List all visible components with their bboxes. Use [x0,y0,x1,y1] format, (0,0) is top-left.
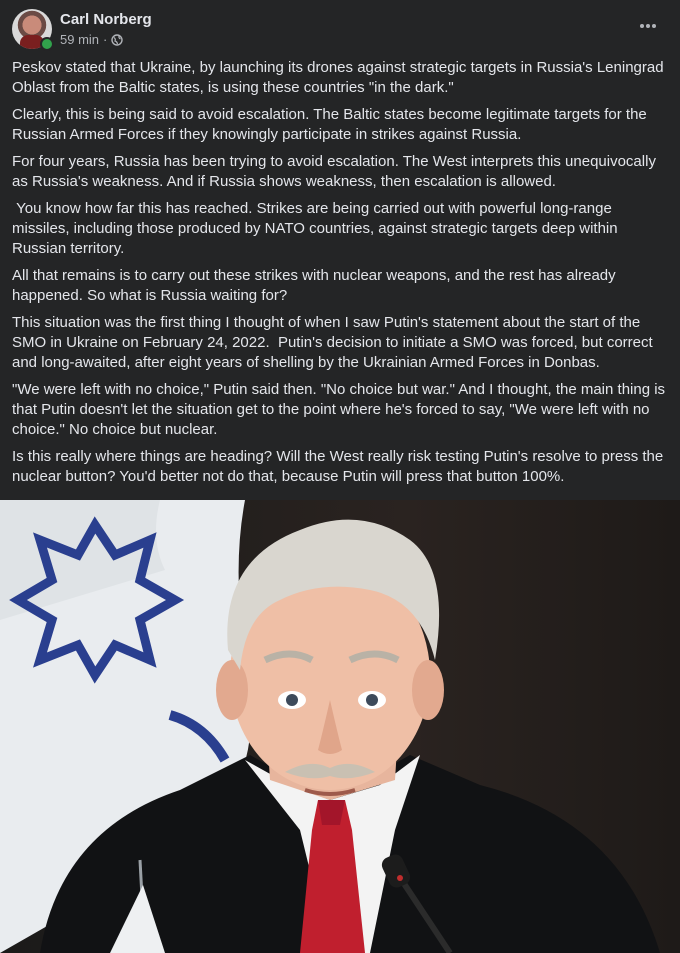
more-icon-dot [646,24,650,28]
more-options-button[interactable] [634,14,662,38]
more-icon-dot [652,24,656,28]
meta-separator: · [103,32,108,47]
post-photo[interactable] [0,500,680,953]
globe-icon[interactable] [111,34,123,46]
post-paragraph: This situation was the first thing I thought of when I saw Putin's statement about the start of the SMO in Ukraine on February 24, 2022. Putin's decision to initiate a SMO was forced, but correct and long-awaited, after eight years of shelling by the Ukrainian Armed Forces in Donbas. [12,314,657,371]
photo-illustration [0,500,680,953]
post-paragraph: For four years, Russia has been trying to avoid escalation. The West interprets this unequivocally as Russia's weakness. And if Russia shows weakness, then escalation is allowed. [12,153,661,190]
post-paragraph: Clearly, this is being said to avoid escalation. The Baltic states become legitimate targets for the Russian Armed Forces if they knowingly participate in strikes against Russia. [12,106,651,143]
post-paragraph: Is this really where things are heading? Will the West really risk testing Putin's resolve to press the nuclear button? You'd better not do that, because Putin will press that button 100%. [12,448,668,485]
post-meta [60,32,123,47]
post-paragraph: "We were left with no choice," Putin said then. "No choice but war." And I thought, the main thing is that Putin doesn't let the situation get to the point where he's forced to say, "We were left with no choice." No choice but nuclear. [12,381,670,438]
post-header [0,0,680,56]
post-paragraph: Peskov stated that Ukraine, by launching its drones against strategic targets in Russia's Leningrad Oblast from the Baltic states, is using these countries "in the dark." [12,59,668,96]
author-name[interactable]: Carl Norberg [60,11,152,28]
post-paragraph: You know how far this has reached. Strikes are being carried out with powerful long-range missiles, including those produced by NATO countries, against strategic targets deep within Russian territory. [12,200,622,257]
post-text [12,58,668,494]
post-timestamp[interactable]: 59 min [60,32,100,47]
more-icon-dot [640,24,644,28]
online-status-indicator [40,37,54,51]
post-paragraph: All that remains is to carry out these strikes with nuclear weapons, and the rest has already happened. So what is Russia waiting for? [12,267,620,304]
